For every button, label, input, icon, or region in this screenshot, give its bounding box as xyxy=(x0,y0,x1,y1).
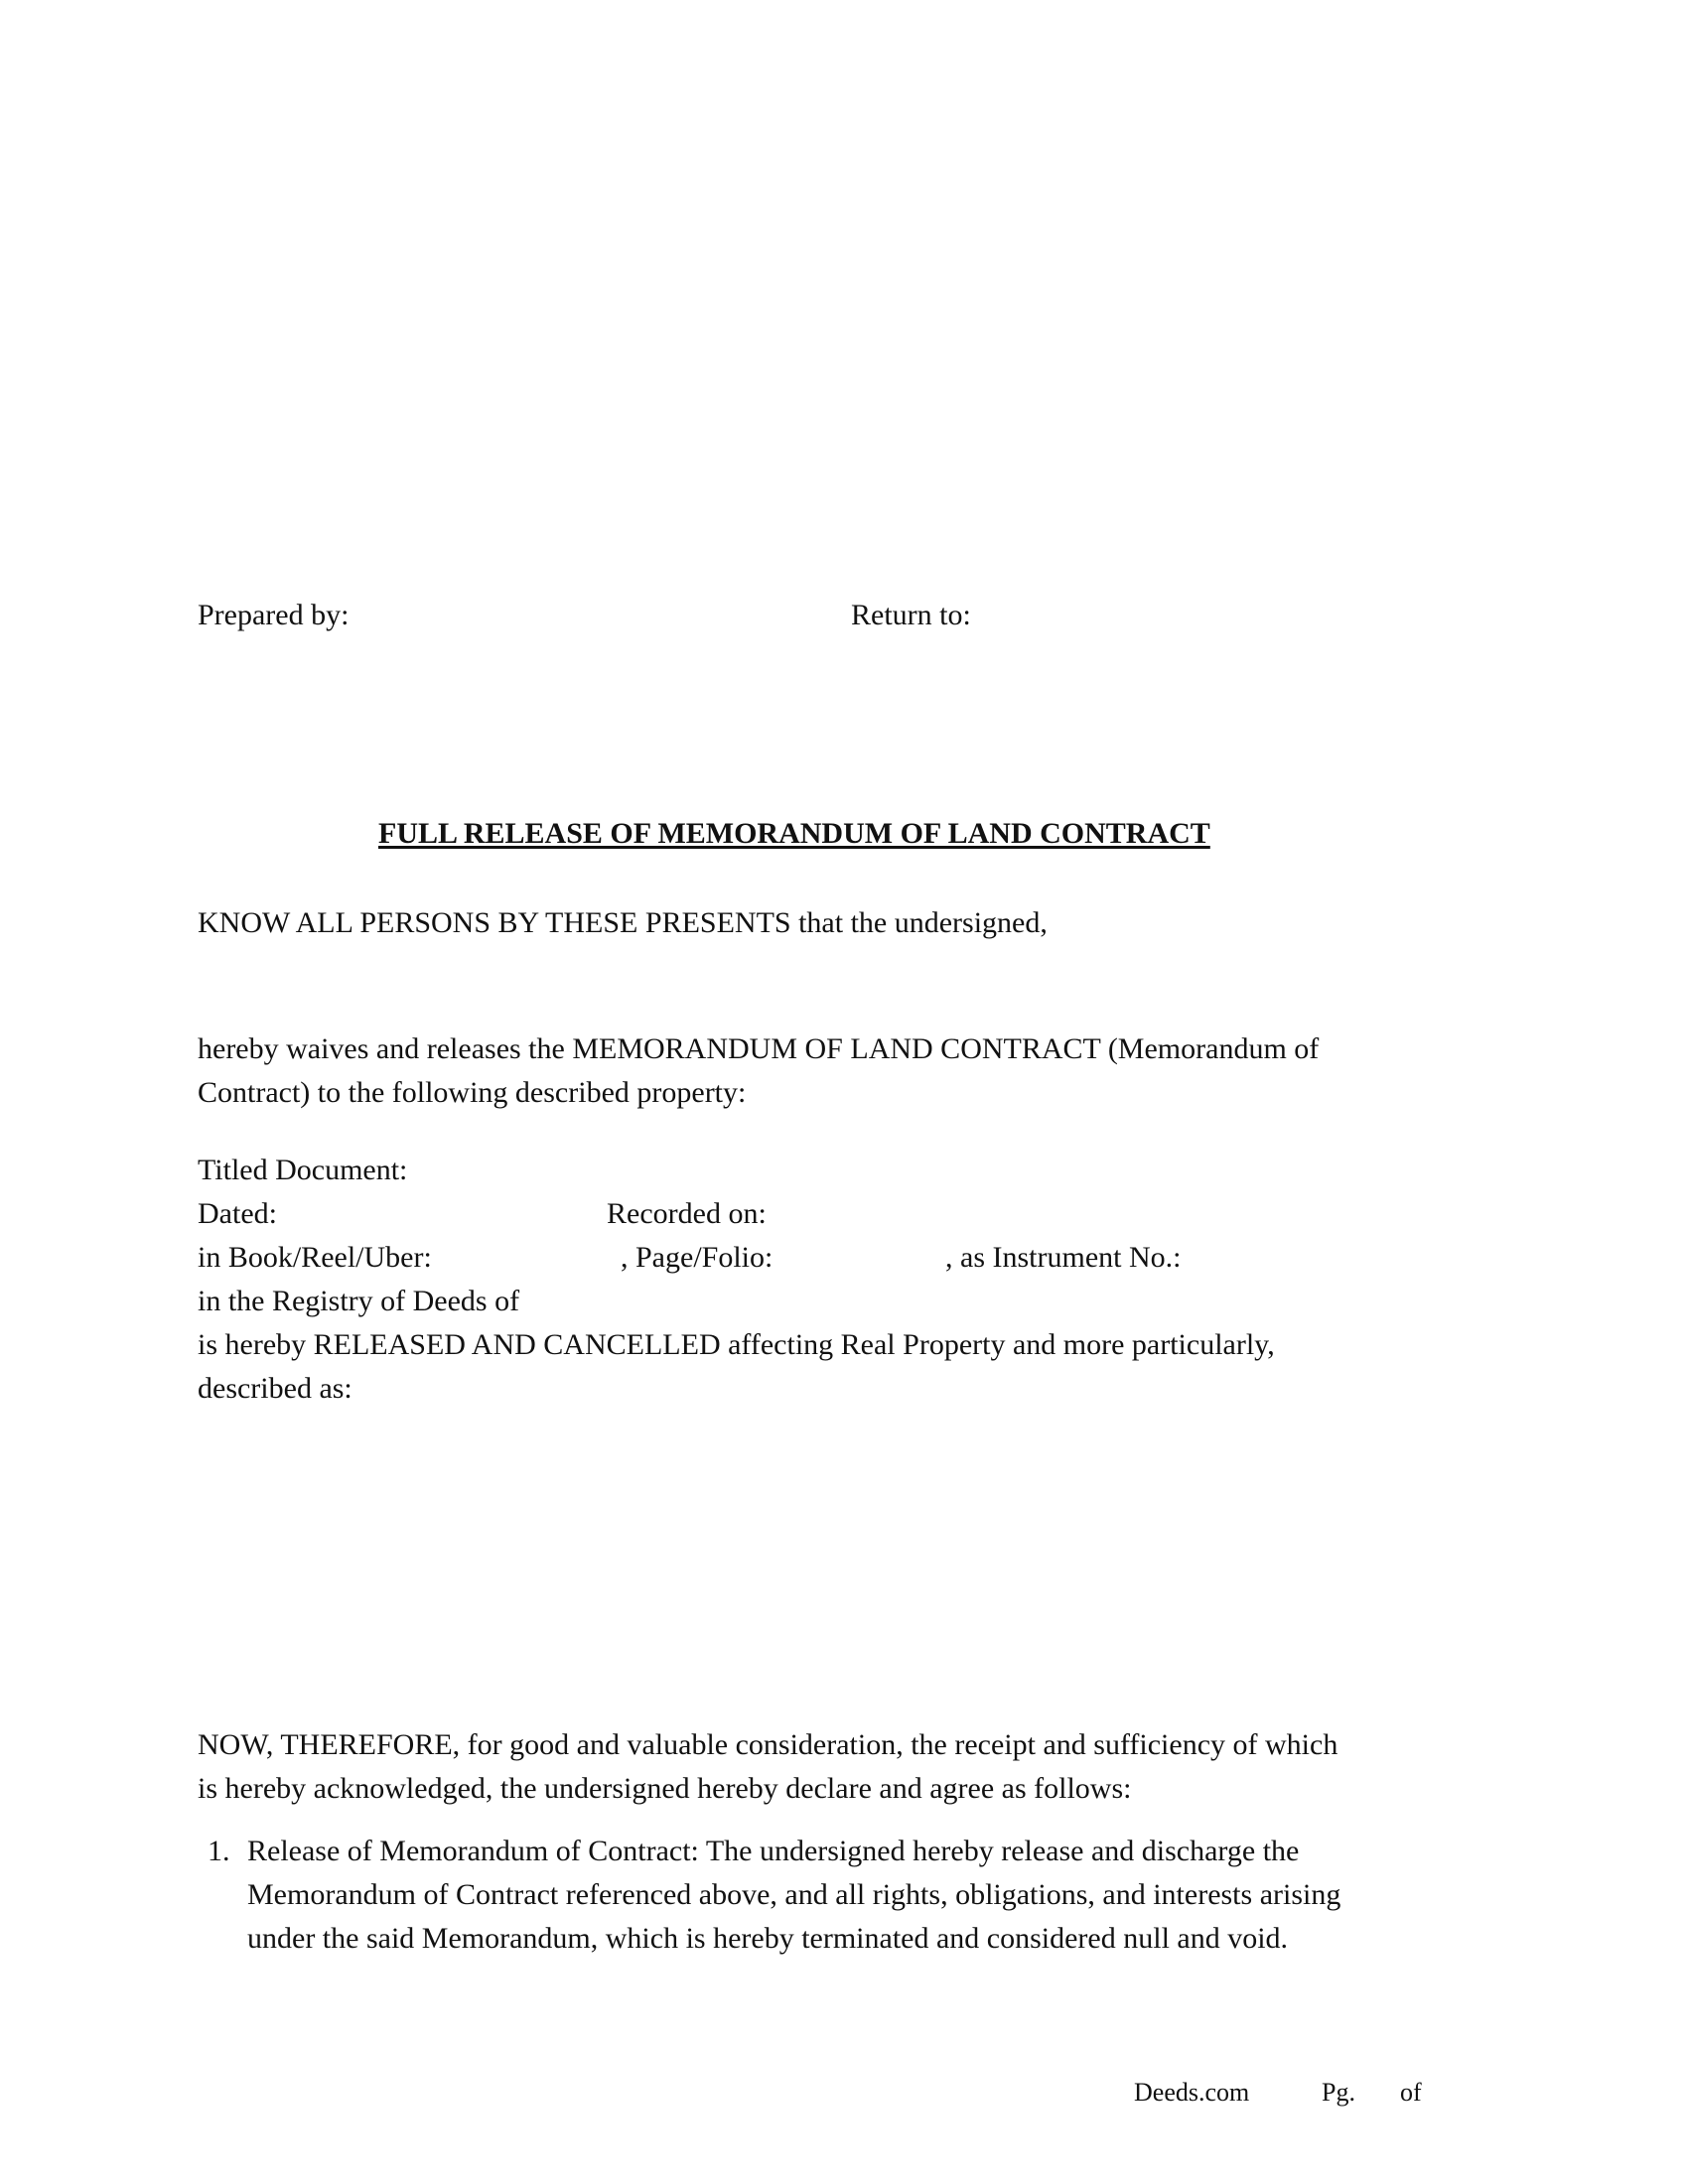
instrument-no-label: , as Instrument No.: xyxy=(945,1241,1182,1274)
released-line-1: is hereby RELEASED AND CANCELLED affecting Real Property and more particularly, xyxy=(198,1328,1275,1361)
list-item-line-2: Memorandum of Contract referenced above, and all rights, obligations, and interests arising xyxy=(247,1878,1341,1911)
dated-label: Dated: xyxy=(198,1197,277,1230)
registry-label: in the Registry of Deeds of xyxy=(198,1285,520,1317)
return-to-label: Return to: xyxy=(851,599,971,631)
consideration-line-2: is hereby acknowledged, the undersigned hereby declare and agree as follows: xyxy=(198,1772,1132,1805)
release-paragraph-line-2: Contract) to the following described property: xyxy=(198,1076,747,1109)
recorded-on-label: Recorded on: xyxy=(607,1197,767,1230)
footer-page-label: Pg. xyxy=(1322,2078,1355,2107)
book-reel-label: in Book/Reel/Uber: xyxy=(198,1241,432,1274)
consideration-line-1: NOW, THEREFORE, for good and valuable consideration, the receipt and sufficiency of which xyxy=(198,1728,1338,1761)
page-folio-label: , Page/Folio: xyxy=(621,1241,774,1274)
release-paragraph-line-1: hereby waives and releases the MEMORANDUM OF LAND CONTRACT (Memorandum of xyxy=(198,1032,1320,1065)
titled-document-label: Titled Document: xyxy=(198,1154,408,1186)
list-item-line-1: Release of Memorandum of Contract: The undersigned hereby release and discharge the xyxy=(247,1835,1300,1867)
intro-text: KNOW ALL PERSONS BY THESE PRESENTS that the undersigned, xyxy=(198,906,1048,939)
list-item-line-3: under the said Memorandum, which is hereby terminated and considered null and void. xyxy=(247,1922,1289,1955)
prepared-by-label: Prepared by: xyxy=(198,599,350,631)
footer-site: Deeds.com xyxy=(1134,2078,1250,2107)
footer-of-label: of xyxy=(1400,2078,1422,2107)
list-item-number: 1. xyxy=(208,1835,230,1867)
released-line-2: described as: xyxy=(198,1372,352,1405)
document-title: FULL RELEASE OF MEMORANDUM OF LAND CONTRACT xyxy=(378,817,1210,850)
